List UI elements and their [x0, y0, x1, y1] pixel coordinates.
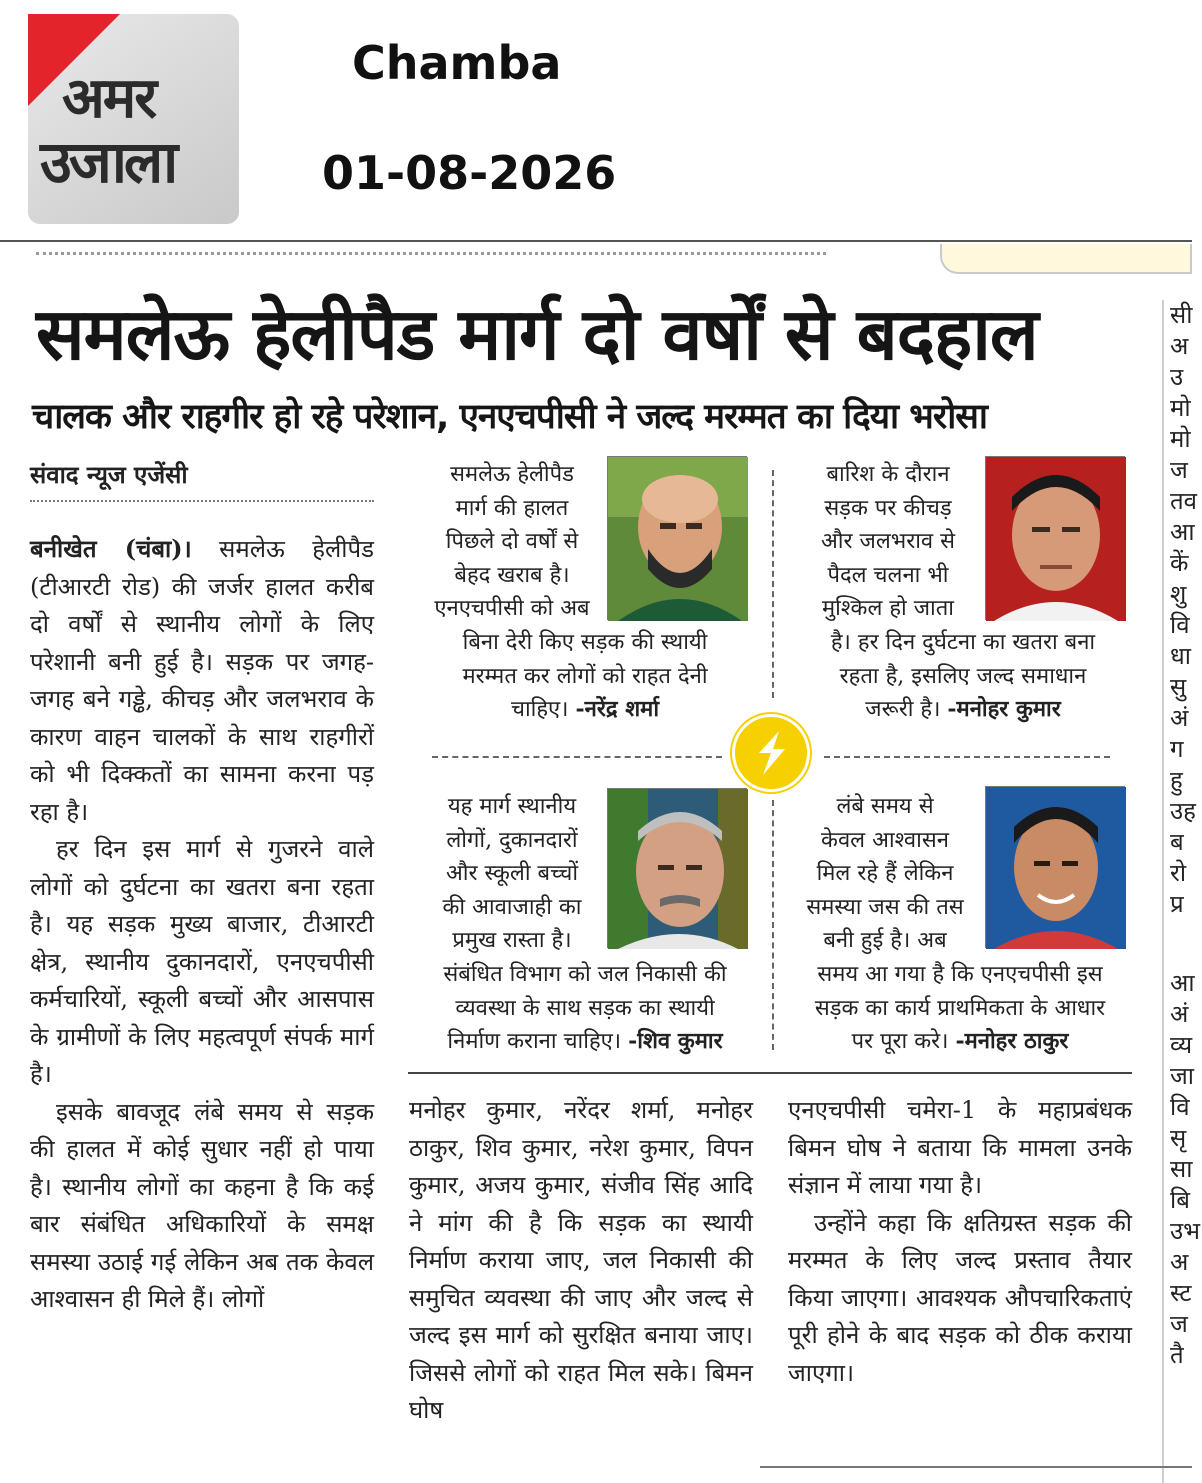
fragment-text: सा [1170, 1155, 1193, 1183]
quote-line: बारिश के दौरान [826, 462, 950, 487]
bottom-divider [760, 1466, 1192, 1468]
quote-line: बेहद खराब है। [454, 562, 570, 588]
fragment-text: उभ [1170, 1217, 1201, 1245]
amar-ujala-logo [28, 14, 239, 224]
quote-line: मरम्मत कर लोगों को राहत देनी [462, 663, 708, 689]
portrait-manohar-kumar [985, 456, 1125, 620]
fragment-text: तै [1170, 1341, 1184, 1369]
subheadline: चालक और राहगीर हो रहे परेशान, एनएचपीसी ने जल्द मरम्मत का दिया भरोसा [32, 397, 987, 437]
fragment-text: व्य [1170, 1031, 1193, 1059]
portrait-shiv-kumar [607, 788, 747, 948]
quote-grid-vertical-divider-bottom [772, 800, 774, 1050]
fragment-text: उह [1170, 797, 1196, 825]
fragment-text: उ [1170, 363, 1184, 391]
quote-line: प्रमुख रास्ता है। [452, 928, 572, 953]
byline: संवाद न्यूज एजेंसी [30, 460, 188, 489]
quote-line: सड़क पर कीचड़ [824, 495, 952, 521]
quote-3-bottom [412, 958, 758, 1059]
paragraph-4: मनोहर कुमार, नरेंदर शर्मा, मनोहर ठाकुर, शिव कुमार, नरेश कुमार, विपन कुमार, अजय कुमार, संजीव सिंह आदि ने मांग की है कि सड़क का स्थायी निर्माण कराया जाए, जल निकासी की समुचित व्यवस्था की जाए और जल्द से जल्द इस मार्ग को सुरक्षित बनाया जाए। जिससे लोगों को राहत मिल सके। बिमन घोष [409, 1096, 753, 1424]
quote-line: मुश्किल हो जाता [822, 596, 954, 621]
quote-4-signature: -मनोहर ठाकुर [955, 1028, 1069, 1054]
previous-article-box-fragment [940, 244, 1192, 274]
masthead-divider [0, 240, 1192, 242]
quote-line [790, 693, 1136, 727]
fragment-gap [1170, 920, 1202, 968]
quote-3-signature: -शिव कुमार [628, 1028, 723, 1054]
quote-line: समलेऊ हेलीपैड [450, 462, 574, 487]
fragment-text: कें [1170, 549, 1189, 577]
quote-line: यह मार्ग स्थानीय [447, 794, 577, 819]
fragment-text: सी [1170, 301, 1193, 329]
fragment-text: सु [1170, 673, 1187, 701]
quote-line: सड़क का कार्य प्राथमिकता के आधार [814, 995, 1106, 1021]
fragment-text: वि [1170, 611, 1190, 639]
quote-line-end: चाहिए। [510, 697, 569, 722]
article-column-3 [788, 1092, 1132, 1392]
previous-article-fragment [36, 252, 826, 258]
quote-grid-vertical-divider-top [772, 470, 774, 698]
quote-line [784, 1025, 1136, 1059]
paragraph-1 [30, 530, 374, 831]
quote-line: और जलभराव से [821, 529, 955, 554]
quote-line-end: पर पूरा करे। [851, 1029, 949, 1054]
quote-line: और स्कूली बच्चों [445, 861, 579, 886]
fragment-text: ग [1170, 735, 1184, 763]
edition-date: 01-08-2026 [322, 146, 617, 200]
quote-line: एनएचपीसी को अब [434, 596, 590, 621]
logo-text-line2: उजाला [40, 128, 176, 196]
fragment-text: मो [1170, 394, 1191, 422]
quote-2-signature: -मनोहर कुमार [947, 696, 1061, 722]
quote-line: केवल आश्वासन [821, 827, 949, 853]
quote-4-top [790, 790, 980, 958]
fragment-text: वि [1170, 1093, 1190, 1121]
amar-ujala-emblem-icon [732, 714, 810, 792]
quote-line: समय आ गया है कि एनएचपीसी इस [817, 962, 1103, 987]
fragment-text: ब [1170, 828, 1184, 856]
fragment-text: रो [1170, 859, 1187, 887]
article-column-1 [30, 530, 374, 1319]
quote-line: लोगों, दुकानदारों [446, 827, 578, 853]
quote-line: मिल रहे हैं लेकिन [816, 861, 954, 886]
article-column-2 [409, 1092, 753, 1430]
fragment-text: अं [1170, 704, 1189, 732]
paragraph-1-text: समलेऊ हेलीपैड (टीआरटी रोड) की जर्जर हालत करीब दो वर्षों से स्थानीय लोगों के लिए परेशानी बनी हुई है। सड़क पर जगह-जगह बने गड्ढे, कीचड़ और जलभराव के कारण वाहन चालकों के साथ राहगीरों को भी दिक्कतों का सामना करना पड़ रहा है। [30, 535, 374, 826]
byline-divider [30, 500, 374, 503]
masthead [0, 0, 1192, 242]
fragment-text: अ [1170, 332, 1189, 360]
quote-line: की आवाजाही का [442, 894, 582, 920]
fragment-text: स्ट [1170, 1279, 1192, 1307]
quote-line: मार्ग की हालत [455, 495, 569, 521]
fragment-text: तव [1170, 487, 1198, 515]
quote-line [412, 1025, 758, 1059]
quote-grid-horizontal-divider-right [824, 756, 1110, 758]
quote-line [412, 693, 758, 727]
quote-line: बनी हुई है। अब [823, 928, 947, 953]
quote-3-top [412, 790, 612, 958]
quote-1-signature: -नरेंद्र शर्मा [575, 696, 660, 722]
paragraph-3: इसके बावजूद लंबे समय से सड़क की हालत में कोई सुधार नहीं हो पाया है। स्थानीय लोगों का कहना है कि कई बार संबंधित अधिकारियों के समक्ष समस्या उठाई गई लेकिन अब तक केवल आश्वासन ही मिले हैं। लोगों [30, 1097, 374, 1313]
fragment-text: मो [1170, 425, 1191, 453]
portrait-manohar-thakur [985, 786, 1125, 948]
quote-4-bottom [784, 958, 1136, 1059]
portrait-narendra-sharma [607, 456, 747, 620]
quote-line: बिना देरी किए सड़क की स्थायी [462, 630, 708, 655]
quote-line: संबंधित विभाग को जल निकासी की [443, 962, 727, 987]
quote-line: रहता है, इसलिए जल्द समाधान [839, 663, 1087, 689]
quote-1-bottom [412, 626, 758, 727]
logo-text-line1: अमर [62, 66, 156, 131]
quote-line: समस्या जस की तस [806, 894, 964, 920]
paragraph-2: हर दिन इस मार्ग से गुजरने वाले लोगों को दुर्घटना का खतरा बना रहता है। यह सड़क मुख्य बाजार, टीआरटी क्षेत्र, स्थानीय दुकानदारों, एनएचपीसी कर्मचारियों, स्कूली बच्चों और आसपास के ग्रामीणों के लिए महत्वपूर्ण संपर्क मार्ग है। [30, 835, 374, 1088]
quote-grid-horizontal-divider-left [432, 756, 722, 758]
headline: समलेऊ हेलीपैड मार्ग दो वर्षों से बदहाल [36, 291, 1038, 376]
quote-line: है। हर दिन दुर्घटना का खतरा बना [830, 630, 1096, 655]
fragment-text: अं [1170, 1000, 1189, 1028]
adjacent-article-fragment [1162, 300, 1202, 1483]
quote-line: पिछले दो वर्षों से [445, 529, 579, 554]
quote-line-end: निर्माण कराना चाहिए। [447, 1029, 622, 1054]
quote-2-top [800, 458, 976, 626]
fragment-text: शु [1170, 580, 1187, 608]
quote-section-bottom-rule [408, 1072, 1132, 1074]
quote-line: लंबे समय से [836, 794, 934, 819]
fragment-text: हु [1170, 766, 1183, 794]
dateline: बनीखेत (चंबा)। [30, 534, 192, 563]
paragraph-6: उन्होंने कहा कि क्षतिग्रस्त सड़क की मरम्मत के लिए जल्द प्रस्ताव तैयार किया जाएगा। आवश्यक औपचारिकताएं पूरी होने के बाद सड़क को ठीक कराया जाएगा। [788, 1208, 1132, 1387]
fragment-text: धा [1170, 642, 1191, 670]
fragment-text: सृ [1170, 1124, 1187, 1152]
quote-1-top [412, 458, 612, 626]
fragment-text: ज [1170, 456, 1188, 484]
fragment-text: प्र [1170, 890, 1184, 918]
paragraph-5: एनएचपीसी चमेरा-1 के महाप्रबंधक बिमन घोष ने बताया कि मामला उनके संज्ञान में लाया गया है। [788, 1096, 1132, 1199]
quote-line: पैदल चलना भी [827, 562, 949, 588]
fragment-text: आ [1170, 518, 1195, 546]
edition-city: Chamba [352, 36, 562, 90]
fragment-text: आ [1170, 969, 1195, 997]
fragment-text: जा [1170, 1062, 1195, 1090]
quote-line: व्यवस्था के साथ सड़क का स्थायी [455, 995, 715, 1021]
fragment-text: बि [1170, 1186, 1190, 1214]
quote-line-end: जरूरी है। [865, 697, 941, 722]
fragment-text: अ [1170, 1248, 1189, 1276]
fragment-text: ज [1170, 1310, 1188, 1338]
quote-2-bottom [790, 626, 1136, 727]
